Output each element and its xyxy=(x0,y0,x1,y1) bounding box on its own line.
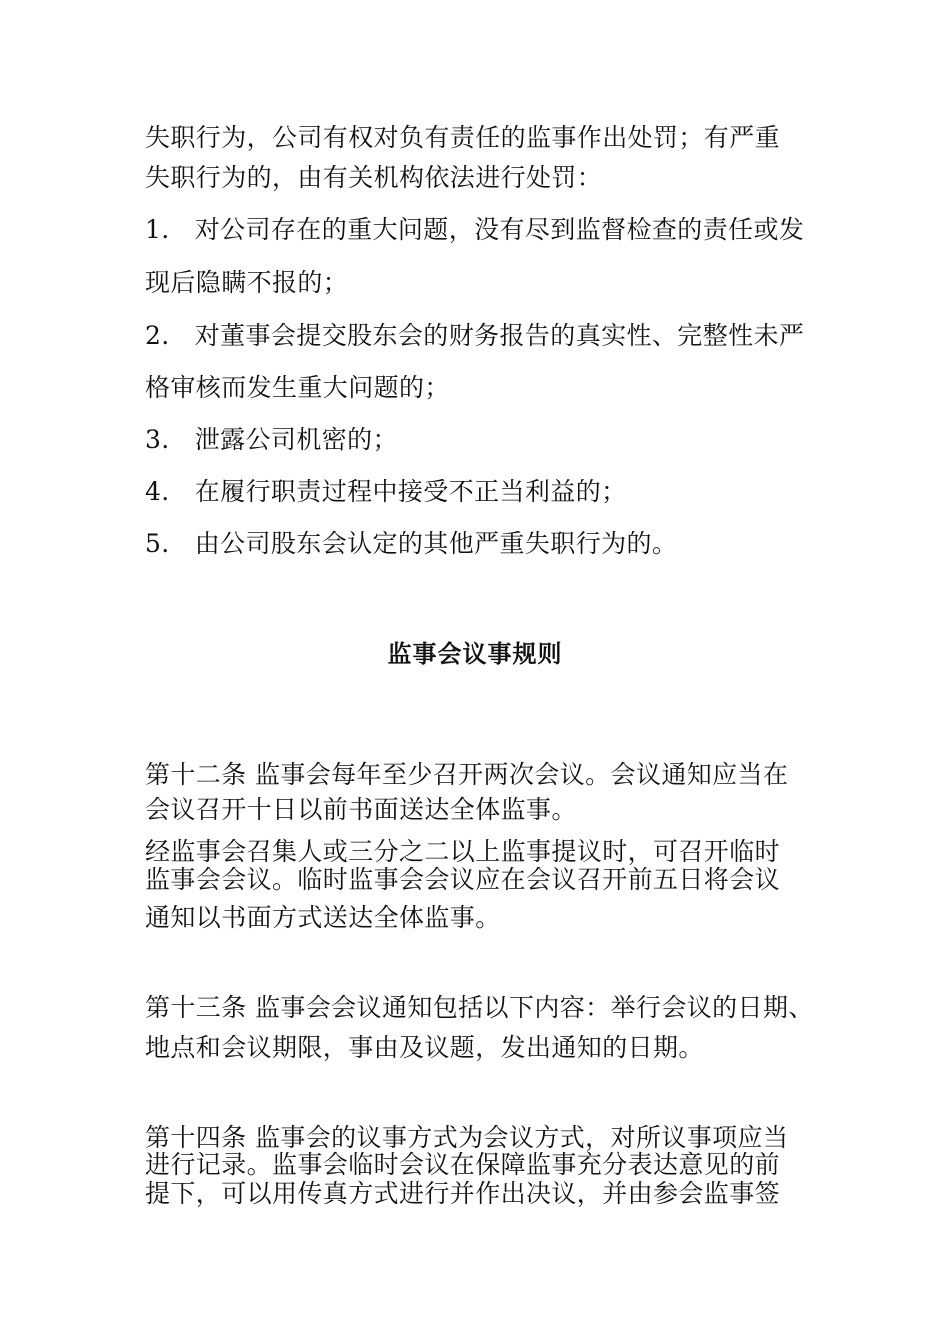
article-12-line-5: 通知以书面方式送达全体监事。 xyxy=(145,903,501,932)
article-14-line-2: 进行记录。监事会临时会议在保障监事充分表达意见的前 xyxy=(145,1150,781,1179)
paragraph-intro-line-2: 失职行为的，由有关机构依法进行处罚： xyxy=(145,163,603,192)
list-item-2 xyxy=(145,320,804,352)
article-14-line-1: 第十四条 监事会的议事方式为会议方式，对所议事项应当 xyxy=(145,1123,789,1152)
list-item-text: 对公司存在的重大问题，没有尽到监督检查的责任或发 xyxy=(194,215,805,244)
paragraph-intro-line-1: 失职行为，公司有权对负有责任的监事作出处罚；有严重 xyxy=(145,123,781,152)
list-item-3 xyxy=(145,424,398,456)
list-item-1-continuation: 现后隐瞒不报的； xyxy=(145,268,349,297)
list-item-number: 1. xyxy=(145,215,170,244)
list-item-text: 在履行职责过程中接受不正当利益的； xyxy=(194,477,627,506)
article-12-line-2: 会议召开十日以前书面送达全体监事。 xyxy=(145,795,577,824)
list-item-text: 泄露公司机密的； xyxy=(194,425,398,454)
list-item-text: 对董事会提交股东会的财务报告的真实性、完整性未严 xyxy=(194,321,805,350)
list-item-4 xyxy=(145,476,627,508)
article-12-line-3: 经监事会召集人或三分之二以上监事提议时，可召开临时 xyxy=(145,837,781,866)
list-item-1 xyxy=(145,214,804,246)
article-12-line-1: 第十二条 监事会每年至少召开两次会议。会议通知应当在 xyxy=(145,760,789,789)
list-item-text: 由公司股东会认定的其他严重失职行为的。 xyxy=(194,529,678,558)
list-item-number: 3. xyxy=(145,425,170,454)
article-12-line-4: 监事会会议。临时监事会会议应在会议召开前五日将会议 xyxy=(145,865,781,894)
list-item-number: 4. xyxy=(145,477,170,506)
article-13-line-1: 第十三条 监事会会议通知包括以下内容：举行会议的日期、 xyxy=(145,993,814,1022)
article-14-line-3: 提下，可以用传真方式进行并作出决议，并由参会监事签 xyxy=(145,1179,781,1208)
list-item-number: 2. xyxy=(145,321,170,350)
list-item-number: 5. xyxy=(145,529,170,558)
list-item-2-continuation: 格审核而发生重大问题的； xyxy=(145,373,450,402)
section-title: 监事会议事规则 xyxy=(387,640,563,668)
article-13-line-2: 地点和会议期限，事由及议题，发出通知的日期。 xyxy=(145,1033,704,1062)
list-item-5 xyxy=(145,528,677,560)
